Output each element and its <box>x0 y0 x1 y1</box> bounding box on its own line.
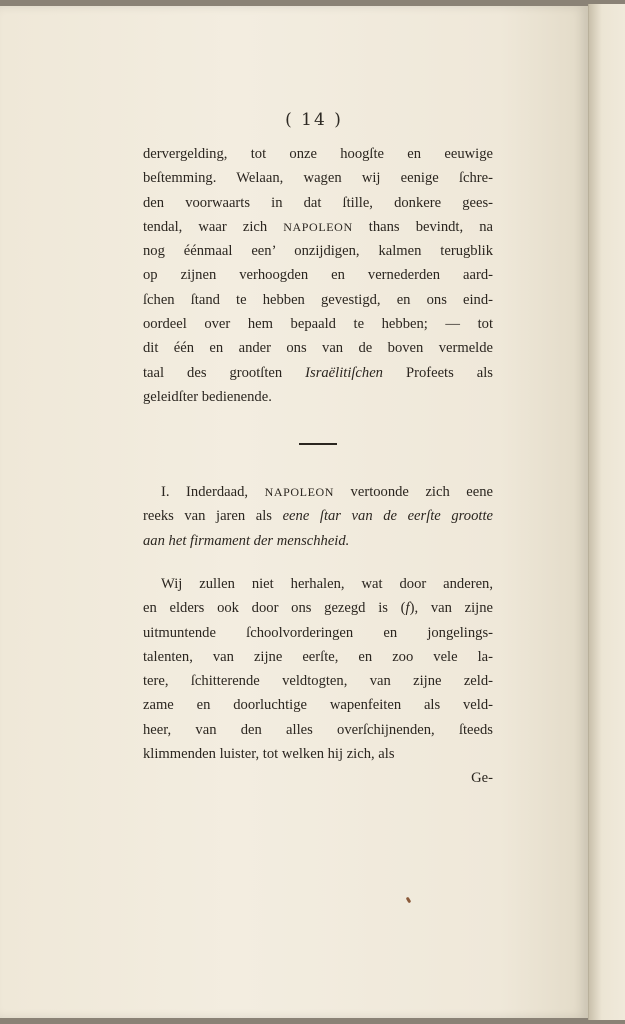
text-line <box>143 669 493 693</box>
text-line <box>143 742 493 766</box>
text-run: heer, van den alles overſchijnenden, ſteeds <box>143 721 493 738</box>
text-run: talenten, van zijne eerſte, en zoo vele la- <box>143 648 493 665</box>
text-run: geleidſter bedienende. <box>143 388 272 405</box>
text-run: dit één en ander ons van de boven vermelde <box>143 340 493 357</box>
text-run: ), van zijne <box>409 600 493 617</box>
text-run: tere, ſchitterende veldtogten, van zijne zeld- <box>143 673 493 690</box>
text-line <box>143 239 493 263</box>
text-run: taal des grootſten <box>143 364 306 381</box>
text-line <box>143 312 493 336</box>
text-run: reeks van jaren als <box>143 508 283 525</box>
text-run: nog éénmaal een’ onzijdigen, kalmen terugblik <box>143 243 493 260</box>
text-run: thans bevindt, na <box>352 218 493 235</box>
text-line <box>143 336 493 360</box>
text-run: vertoonde zich eene <box>334 484 493 500</box>
italic-run: eene ſtar van de eerſte grootte <box>282 508 493 525</box>
italic-run: aan het firmament der menschheid. <box>143 532 350 549</box>
text-line <box>143 166 493 190</box>
section-divider <box>299 443 337 445</box>
text-run: Wij zullen niet herhalen, wat door anderen, <box>161 576 493 592</box>
paragraph-section-2 <box>143 572 493 766</box>
text-line <box>143 596 493 620</box>
text-line <box>143 288 493 312</box>
small-caps-name: NAPOLEON <box>283 219 353 234</box>
text-line <box>143 529 493 553</box>
text-run: en elders ook door ons gezegd is ( <box>143 600 406 617</box>
text-line <box>143 142 493 166</box>
text-line <box>143 504 493 528</box>
paragraph-section-1 <box>143 480 493 553</box>
text-run: oordeel over hem bepaald te hebben; — tot <box>143 316 493 333</box>
text-line <box>143 385 493 409</box>
text-line <box>143 693 493 717</box>
text-run: I. Inderdaad, <box>161 484 265 500</box>
text-run: tendal, waar zich <box>143 218 284 235</box>
text-line <box>143 572 493 596</box>
italic-run: Israëlitiſchen <box>305 364 383 381</box>
text-run: uitmuntende ſchoolvorderingen en jongelings- <box>143 624 493 641</box>
text-run: den voorwaarts in dat ſtille, donkere gees- <box>143 194 493 211</box>
italic-run: f <box>405 600 410 617</box>
paragraph-intro <box>143 142 493 409</box>
text-run: dervergelding, tot onze hoogſte en eeuwige <box>143 146 493 162</box>
catchword-block <box>143 766 493 790</box>
text-line <box>143 215 493 239</box>
text-run: op zijnen verhoogden en vernederden aard- <box>143 267 493 284</box>
text-line <box>143 263 493 287</box>
text-run: beſtemming. Welaan, wagen wij eenige ſchre- <box>143 170 493 187</box>
page-number: ( 14 ) <box>285 110 343 130</box>
text-run: klimmenden luister, tot welken hij zich, als <box>143 746 395 763</box>
text-run: zame en doorluchtige wapenfeiten als veld- <box>143 697 493 714</box>
catchword: Ge- <box>471 770 493 786</box>
adjacent-page-edge <box>588 4 625 1020</box>
text-line <box>143 361 493 385</box>
small-caps-name: NAPOLEON <box>264 485 335 499</box>
text-line <box>143 480 493 504</box>
text-line <box>143 645 493 669</box>
text-line <box>143 621 493 645</box>
text-line <box>143 718 493 742</box>
text-run: Profeets als <box>382 364 493 381</box>
text-run: ſchen ſtand te hebben gevestigd, en ons eind- <box>143 291 493 308</box>
text-line <box>143 191 493 215</box>
